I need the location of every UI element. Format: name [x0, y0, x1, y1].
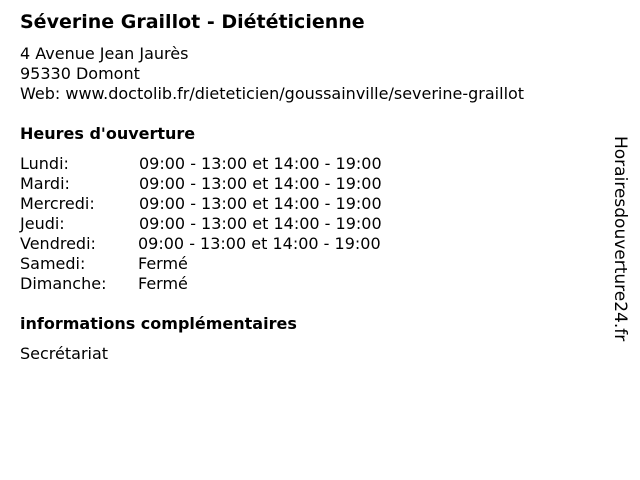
site-watermark: Horairesdouverture24.fr: [610, 136, 630, 342]
day-label: Mardi:: [20, 174, 70, 193]
time-value: Fermé: [138, 274, 188, 293]
hours-heading: Heures d'ouverture: [20, 124, 196, 143]
website-link[interactable]: Web: www.doctolib.fr/dieteticien/goussainville/severine-graillot: [20, 84, 525, 103]
info-heading: informations complémentaires: [20, 314, 297, 333]
time-value: 09:00 - 13:00 et 14:00 - 19:00: [139, 214, 382, 233]
city-address: 95330 Domont: [20, 64, 140, 83]
day-label: Samedi:: [20, 254, 86, 273]
day-label: Mercredi:: [20, 194, 95, 213]
time-value: 09:00 - 13:00 et 14:00 - 19:00: [138, 234, 381, 253]
time-value: Fermé: [138, 254, 188, 273]
day-label: Jeudi:: [20, 214, 65, 233]
time-value: 09:00 - 13:00 et 14:00 - 19:00: [139, 194, 382, 213]
address-block: [20, 44, 524, 104]
day-label: Lundi:: [20, 154, 69, 173]
time-value: 09:00 - 13:00 et 14:00 - 19:00: [139, 174, 382, 193]
day-label: Vendredi:: [20, 234, 96, 253]
day-label: Dimanche:: [20, 274, 107, 293]
time-value: 09:00 - 13:00 et 14:00 - 19:00: [139, 154, 382, 173]
page-title: Séverine Graillot - Diététicienne: [20, 11, 365, 33]
street-address: 4 Avenue Jean Jaurès: [20, 44, 189, 63]
info-text: Secrétariat: [20, 344, 109, 363]
